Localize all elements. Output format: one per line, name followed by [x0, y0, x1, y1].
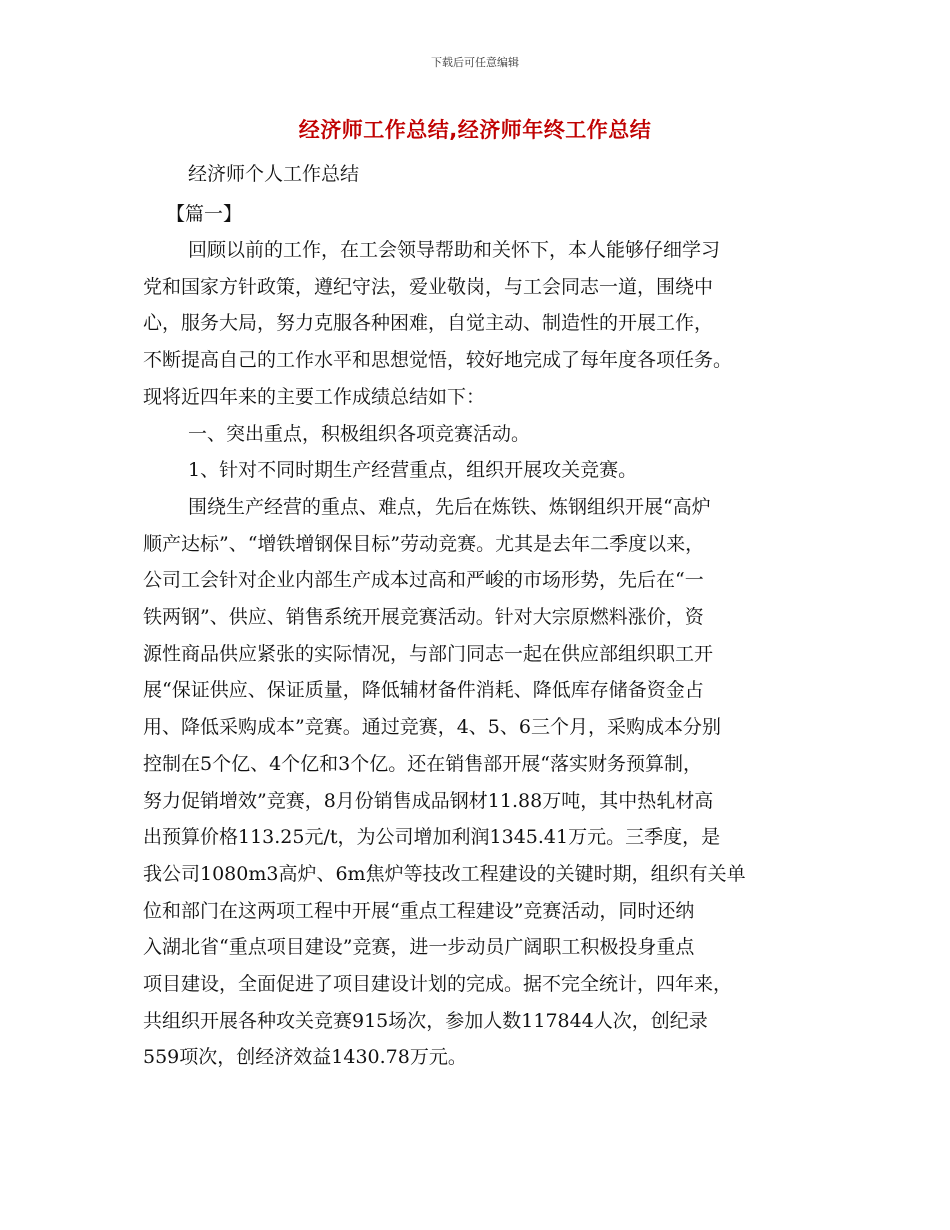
paragraph-line: 我公司1080m3高炉、6m焦炉等技改工程建设的关键时期，组织有关单 — [143, 863, 746, 885]
paragraph-line: 出预算价格113.25元/t，为公司增加利润1345.41万元。三季度，是 — [143, 826, 721, 848]
paragraph-line: 不断提高自己的工作水平和思想觉悟，较好地完成了每年度各项任务。 — [143, 349, 733, 371]
section-label: 【篇一】 — [166, 203, 243, 225]
paragraph-line: 控制在5个亿、4个亿和3个亿。还在销售部开展“落实财务预算制， — [143, 753, 702, 775]
paragraph-line: 心，服务大局，努力克服各种困难，自觉主动、制造性的开展工作， — [143, 312, 714, 334]
subtitle: 经济师个人工作总结 — [188, 163, 360, 185]
paragraph-line: 铁两钢”、供应、销售系统开展竞赛活动。针对大宗原燃料涨价，资 — [143, 606, 704, 628]
paragraph-line: 顺产达标”、“增铁增钢保目标”劳动竞赛。尤其是去年二季度以来， — [143, 533, 705, 555]
section-heading: 一、突出重点，积极组织各项竞赛活动。 — [188, 423, 531, 445]
paragraph-line: 展“保证供应、保证质量，降低辅材备件消耗、降低库存储备资金占 — [143, 679, 704, 701]
paragraph-line: 努力促销增效”竞赛，8月份销售成品钢材11.88万吨，其中热轧材高 — [143, 790, 714, 812]
document-title: 经济师工作总结,经济师年终工作总结 — [298, 118, 652, 142]
paragraph-line: 围绕生产经营的重点、难点，先后在炼铁、炼钢组织开展“高炉 — [188, 496, 711, 518]
paragraph-line: 公司工会针对企业内部生产成本过高和严峻的市场形势，先后在“一 — [143, 569, 704, 591]
paragraph-line: 位和部门在这两项工程中开展“重点工程建设”竞赛活动，同时还纳 — [143, 900, 695, 922]
subsection-heading: 1、针对不同时期生产经营重点，组织开展攻关竞赛。 — [188, 459, 638, 481]
paragraph-line: 党和国家方针政策，遵纪守法，爱业敬岗，与工会同志一道，围绕中 — [143, 276, 714, 298]
paragraph-line: 源性商品供应紧张的实际情况，与部门同志一起在供应部组织职工开 — [143, 643, 714, 665]
paragraph-line: 项目建设，全面促进了项目建设计划的完成。据不完全统计，四年来， — [143, 973, 733, 995]
paragraph-line: 用、降低采购成本”竞赛。通过竞赛，4、5、6三个月，采购成本分别 — [143, 716, 721, 738]
paragraph-line: 共组织开展各种攻关竞赛915场次，参加人数117844人次，创纪录 — [143, 1010, 708, 1032]
paragraph-line: 回顾以前的工作，在工会领导帮助和关怀下，本人能够仔细学习 — [188, 239, 721, 261]
paragraph-line: 入湖北省“重点项目建设”竞赛，进一步动员广阔职工积极投身重点 — [143, 936, 695, 958]
paragraph-line: 现将近四年来的主要工作成绩总结如下： — [143, 386, 486, 408]
paragraph-line: 559项次，创经济效益1430.78万元。 — [143, 1046, 467, 1068]
header-note: 下载后可任意编辑 — [431, 56, 519, 69]
